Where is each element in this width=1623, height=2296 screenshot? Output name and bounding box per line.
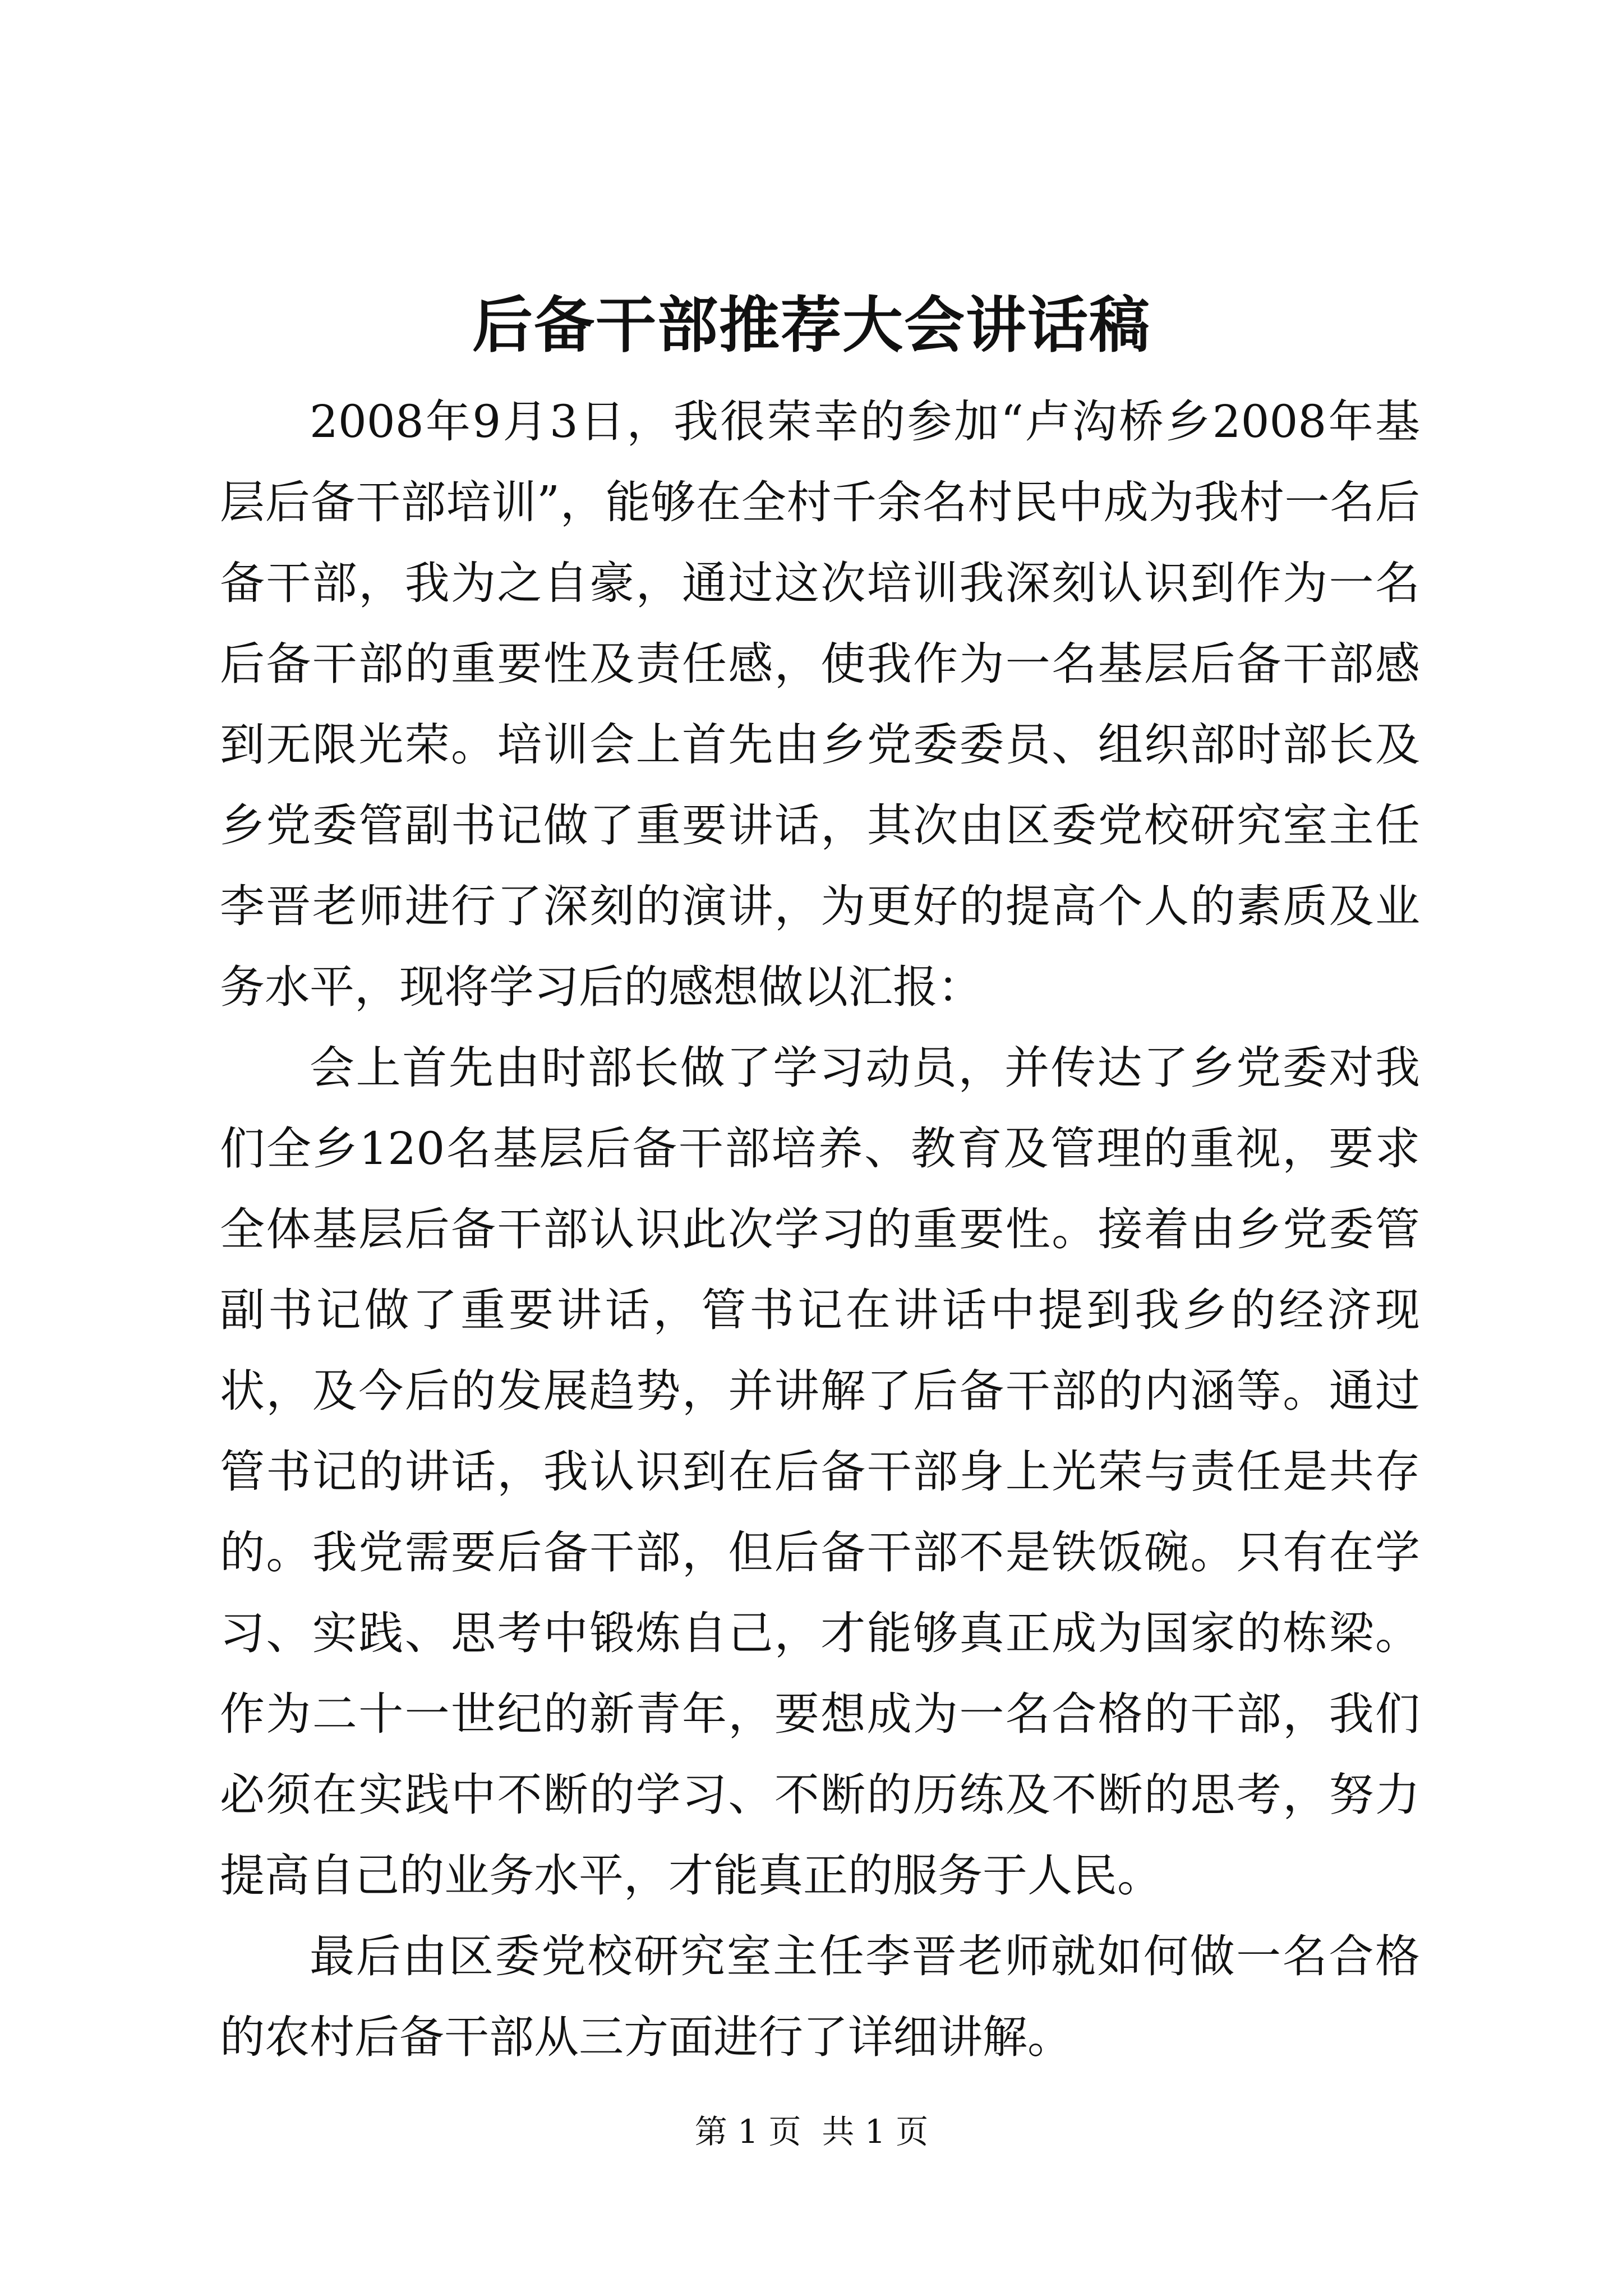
document-title: 后备干部推荐大会讲话稿 <box>472 290 1151 361</box>
page-number-label: 第 1 页 共 1 页 <box>694 2113 929 2151</box>
paragraph-2: 会上首先由时部长做了学习动员，并传达了乡党委对我们全乡120名基层后备干部培养、教育及管理的重视，要求全体基层后备干部认识此次学习的重要性。接着由乡党委管副书记做了重要讲话，管书记在讲话中提到我乡的经济现状，及今后的发展趋势，并讲解了后备干部的内涵等。通过管书记的讲话，我认识到在后备干部身上光荣与责任是共存的。我党需要后备干部，但后备干部不是铁饭碗。只有在学习、实践、思考中锻炼自己，才能够真正成为国家的栋梁。作为二十一世纪的新青年，要想成为一名合格的干部，我们必须在实践中不断的学习、不断的历练及不断的思考，努力提高自己的业务水平，才能真正的服务于人民。 <box>220 1042 1420 1902</box>
document-body <box>220 381 1420 2078</box>
page-footer <box>0 2109 1623 2154</box>
paragraph-3: 最后由区委党校研究室主任李晋老师就如何做一名合格的农村后备干部从三方面进行了详细讲解。 <box>220 1930 1420 2063</box>
paragraph-1: 2008年9月3日，我很荣幸的参加“卢沟桥乡2008年基层后备干部培训”，能够在全村千余名村民中成为我村一名后备干部，我为之自豪，通过这次培训我深刻认识到作为一名后备干部的重要性及责任感，使我作为一名基层后备干部感到无限光荣。培训会上首先由乡党委委员、组织部时部长及乡党委管副书记做了重要讲话，其次由区委党校研究室主任李晋老师进行了深刻的演讲，为更好的提高个人的素质及业务水平，现将学习后的感想做以汇报： <box>220 395 1420 1013</box>
